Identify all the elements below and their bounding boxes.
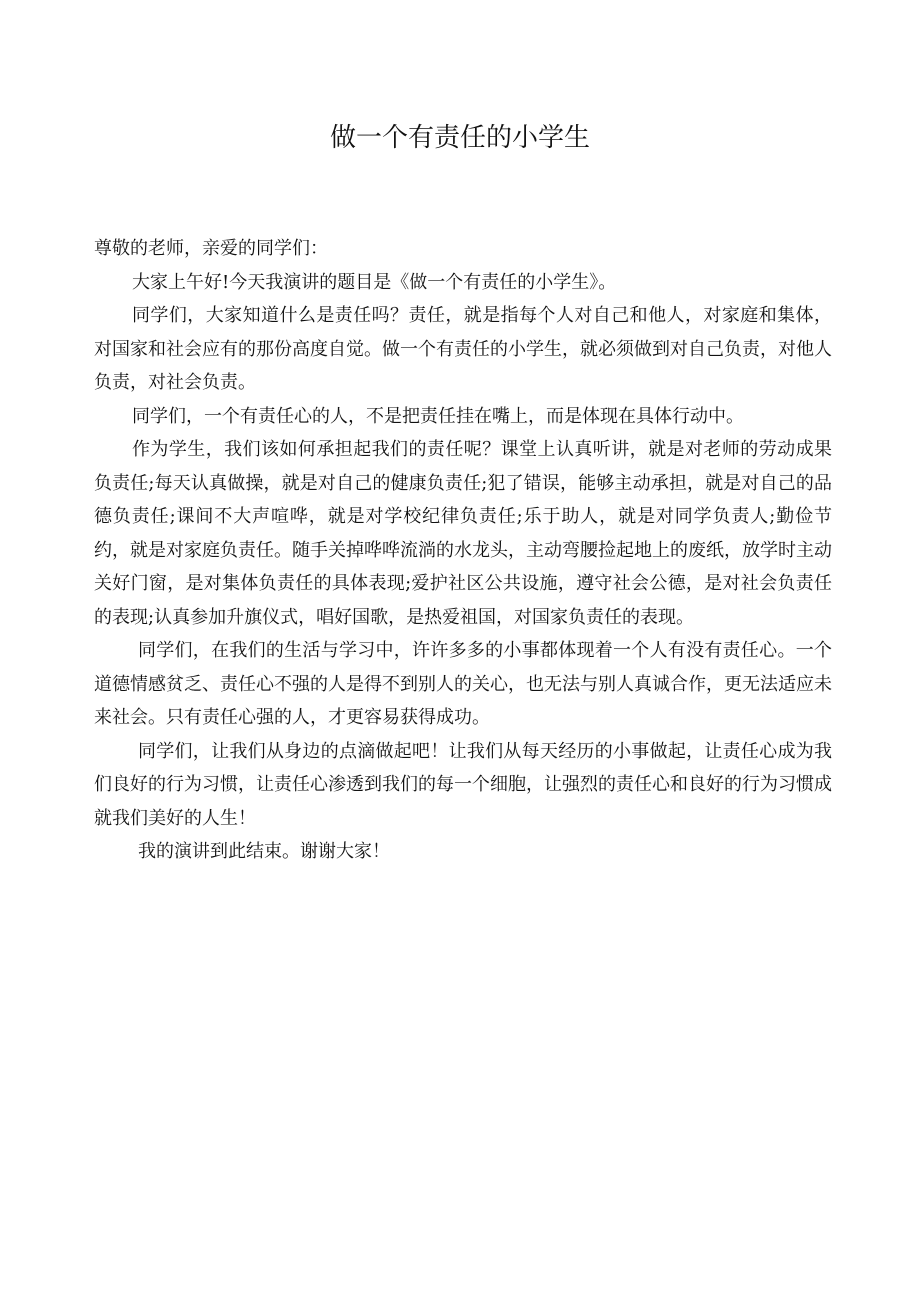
paragraph-small-things: 同学们，在我们的生活与学习中，许许多多的小事都体现着一个人有没有责任心。一个道德情感贫乏、责任心不强的人是得不到别人的关心，也无法与别人真诚合作，更无法适应未来社会。只有责任心强的人，才更容易获得成功。: [94, 640, 832, 728]
paragraph-what-is-responsibility: 同学们，大家知道什么是责任吗？责任，就是指每个人对自己和他人，对家庭和集体，对国家和社会应有的那份高度自觉。做一个有责任的小学生，就必须做到对自己负责，对他人负责，对社会负责。: [94, 305, 832, 393]
paragraph-action: 同学们，一个有责任心的人，不是把责任挂在嘴上，而是体现在具体行动中。: [132, 405, 744, 427]
salutation: 尊敬的老师，亲爱的同学们：: [94, 238, 328, 259]
paragraph-greeting: 大家上午好!今天我演讲的题目是《做一个有责任的小学生》。: [132, 271, 617, 293]
paragraph-as-students: 作为学生，我们该如何承担起我们的责任呢？课堂上认真听讲，就是对老师的劳动成果负责任;每天认真做操，就是对自己的健康负责任;犯了错误，能够主动承担，就是对自己的品德负责任;课间不大声喧哗，就是对学校纪律负责任;乐于助人，就是对同学负责人;勤俭节约，就是对家庭负责任。随手关掉哗哗流淌的水龙头，主动弯腰捡起地上的废纸，放学时主动关好门窗，是对集体负责任的具体表现;爱护社区公共设施，遵守社会公德，是对社会负责任的表现;认真参加升旗仪式，唱好国歌，是热爱祖国，对国家负责任的表现。: [94, 439, 832, 628]
paragraph-call-to-action: 同学们，让我们从身边的点滴做起吧！让我们从每天经历的小事做起，让责任心成为我们良好的行为习惯，让责任心渗透到我们的每一个细胞，让强烈的责任心和良好的行为习惯成就我们美好的人生！: [94, 740, 832, 829]
document-title: 做一个有责任的小学生: [329, 123, 590, 153]
document-body: [94, 232, 832, 869]
paragraph-closing: 我的演讲到此结束。谢谢大家！: [138, 841, 390, 862]
